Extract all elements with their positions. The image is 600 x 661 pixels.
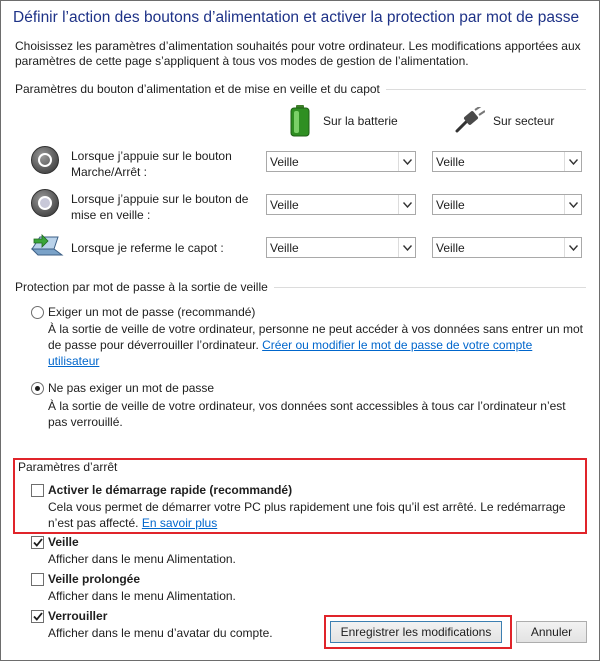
hibernate-checkbox[interactable] — [31, 573, 44, 586]
power-plug-icon — [455, 107, 485, 133]
cancel-button[interactable]: Annuler — [516, 621, 587, 643]
sleep-button-row-label: Lorsque j’appuie sur le bouton de mise en veille : — [71, 192, 249, 222]
power-button-battery-select[interactable] — [266, 151, 416, 172]
sleep-checkbox[interactable] — [31, 536, 44, 549]
sleep-description: Afficher dans le menu Alimentation. — [48, 552, 236, 566]
chevron-down-icon — [398, 238, 415, 257]
battery-icon — [288, 105, 312, 137]
laptop-lid-icon — [28, 229, 64, 259]
no-password-description: À la sortie de veille de votre ordinateur, vos données sont accessibles à tous car l’ordinateur n’est pas verrouillé. — [48, 399, 566, 429]
no-password-radio[interactable] — [31, 382, 44, 395]
power-button-plugged-select[interactable] — [432, 151, 582, 172]
lid-row-label: Lorsque je referme le capot : — [71, 241, 224, 255]
select-value: Veille — [436, 198, 465, 212]
require-password-radio[interactable] — [31, 306, 44, 319]
page-title: Définir l’action des boutons d’alimentation et activer la protection par mot de passe — [13, 9, 580, 26]
hibernate-description: Afficher dans le menu Alimentation. — [48, 589, 236, 603]
power-section-heading: Paramètres du bouton d’alimentation et de mise en veille et du capot — [15, 82, 386, 96]
checkmark-icon — [33, 612, 43, 621]
sleep-label[interactable]: Veille — [48, 535, 79, 549]
lid-battery-select[interactable] — [266, 237, 416, 258]
require-password-text: À la sortie de veille de votre ordinateur, personne ne peut accéder à vos données sans entrer un mot de passe pour déverrouiller l’ordinateur. — [48, 322, 583, 352]
select-value: Veille — [270, 241, 299, 255]
lock-description: Afficher dans le menu d’avatar du compte. — [48, 626, 273, 640]
sleep-button-icon — [31, 189, 59, 217]
lock-checkbox[interactable] — [31, 610, 44, 623]
lock-label[interactable]: Verrouiller — [48, 609, 108, 623]
require-password-description — [48, 321, 583, 369]
no-password-label[interactable]: Ne pas exiger un mot de passe — [48, 381, 215, 395]
fast-startup-description — [48, 499, 583, 531]
checkmark-icon — [33, 538, 43, 547]
power-button-row-label: Lorsque j’appuie sur le bouton Marche/Arrêt : — [71, 149, 232, 179]
power-button-icon — [31, 146, 59, 174]
chevron-down-icon — [564, 152, 581, 171]
require-password-label[interactable]: Exiger un mot de passe (recommandé) — [48, 305, 256, 319]
learn-more-link[interactable]: En savoir plus — [141, 516, 218, 530]
chevron-down-icon — [398, 195, 415, 214]
chevron-down-icon — [564, 238, 581, 257]
fast-startup-text: Cela vous permet de démarrer votre PC plus rapidement une fois qu’il est arrêté. Le redémarrage n’est pas affecté. — [48, 500, 566, 530]
sleep-button-battery-select[interactable] — [266, 194, 416, 215]
fast-startup-checkbox[interactable] — [31, 484, 44, 497]
lid-plugged-select[interactable] — [432, 237, 582, 258]
select-value: Veille — [270, 198, 299, 212]
fast-startup-label[interactable]: Activer le démarrage rapide (recommandé) — [48, 483, 293, 497]
change-password-link[interactable]: Créer ou modifier le mot de passe de votre compte utilisateur — [48, 338, 533, 368]
plugged-column-label: Sur secteur — [493, 114, 555, 128]
select-value: Veille — [436, 155, 465, 169]
hibernate-label[interactable]: Veille prolongée — [48, 572, 141, 586]
save-button[interactable]: Enregistrer les modifications — [330, 621, 502, 643]
page-description: Choisissez les paramètres d’alimentation souhaités pour votre ordinateur. Les modifications apportées aux paramètres de cette page s’appliquent à tous vos modes de gestion de l’alimentation. — [15, 39, 581, 68]
shutdown-section-heading: Paramètres d’arrêt — [18, 460, 118, 474]
select-value: Veille — [270, 155, 299, 169]
chevron-down-icon — [398, 152, 415, 171]
sleep-button-plugged-select[interactable] — [432, 194, 582, 215]
battery-column-label: Sur la batterie — [323, 114, 398, 128]
chevron-down-icon — [564, 195, 581, 214]
select-value: Veille — [436, 241, 465, 255]
password-section-heading: Protection par mot de passe à la sortie de veille — [15, 280, 274, 294]
